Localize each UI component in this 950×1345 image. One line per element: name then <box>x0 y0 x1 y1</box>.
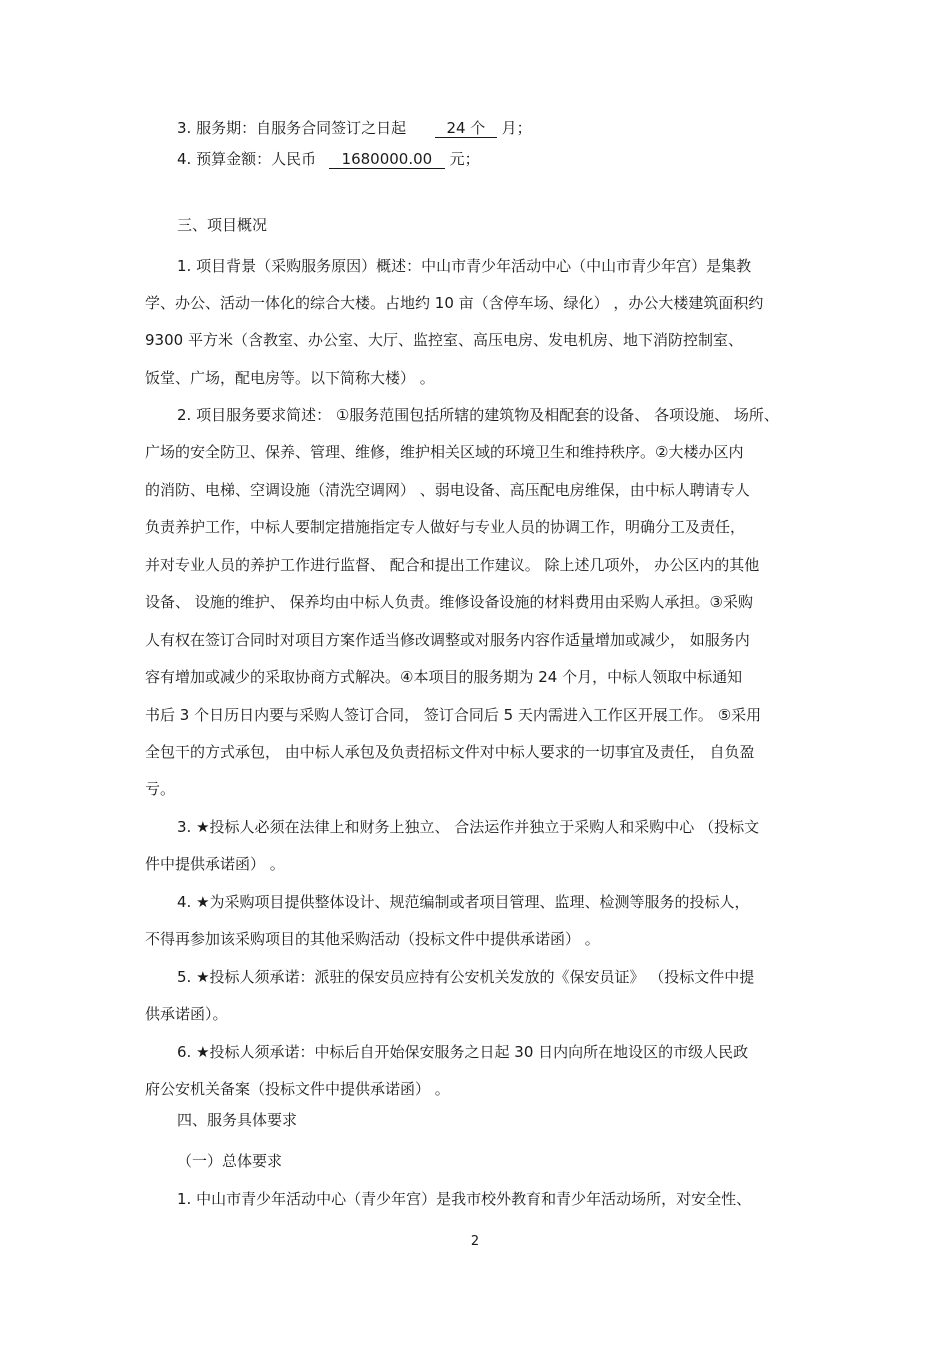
service-period-value: 24 个 <box>435 119 497 138</box>
section4-heading: 四、服务具体要求 <box>177 1111 298 1129</box>
section3-heading: 三、项目概况 <box>177 216 268 234</box>
s3-p6-l2: 府公安机关备案（投标文件中提供承诺函） 。 <box>145 1080 450 1098</box>
budget-value: 1680000.00 <box>329 150 445 169</box>
s3-p4-l1: 4. ★为采购项目提供整体设计、规范编制或者项目管理、监理、检测等服务的投标人， <box>177 893 750 911</box>
s3-p2-l4: 负责养护工作，中标人要制定措施指定专人做好与专业人员的协调工作，明确分工及责任， <box>145 518 746 536</box>
s3-p3-l2: 件中提供承诺函） 。 <box>145 855 285 873</box>
s3-p3-l1: 3. ★投标人必须在法律上和财务上独立、 合法运作并独立于采购人和采购中心 （投标文 <box>177 818 760 836</box>
budget-prefix: 4. 预算金额：人民币 <box>177 150 317 168</box>
s3-p6-l1: 6. ★投标人须承诺：中标后自开始保安服务之日起 30 日内向所在地设区的市级人民政 <box>177 1043 749 1061</box>
s3-p2-l11: 亏。 <box>145 780 176 798</box>
s3-p1-l1: 1. 项目背景（采购服务原因）概述：中山市青少年活动中心（中山市青少年宫）是集教 <box>177 257 752 275</box>
s3-p2-l6: 设备、 设施的维护、 保养均由中标人负责。维修设备设施的材料费用由采购人承担。③采购 <box>145 593 753 611</box>
s4-p1-l1: 1. 中山市青少年活动中心（青少年宫）是我市校外教育和青少年活动场所，对安全性、 <box>177 1190 752 1208</box>
s3-p5-l1: 5. ★投标人须承诺：派驻的保安员应持有公安机关发放的《保安员证》 （投标文件中提 <box>177 968 755 986</box>
service-period-prefix: 3. 服务期：自服务合同签订之日起 <box>177 119 407 137</box>
s3-p2-l7: 人有权在签订合同时对项目方案作适当修改调整或对服务内容作适量增加或减少， 如服务内 <box>145 631 750 649</box>
s3-p2-l3: 的消防、电梯、空调设施（清洗空调网） 、弱电设备、高压配电房维保，由中标人聘请专人 <box>145 481 750 499</box>
s3-p1-l4: 饭堂、广场，配电房等。以下简称大楼） 。 <box>145 369 435 387</box>
section4-subheading: （一）总体要求 <box>177 1152 283 1170</box>
s3-p2-l2: 广场的安全防卫、保养、管理、维修，维护相关区域的环境卫生和维持秩序。②大楼办区内 <box>145 443 744 461</box>
page-number: 2 <box>470 1234 480 1249</box>
service-period-line <box>177 118 532 138</box>
s3-p1-l3: 9300 平方米（含教室、办公室、大厅、监控室、高压电房、发电机房、地下消防控制室、 <box>145 331 743 349</box>
s3-p2-l8: 容有增加或减少的采取协商方式解决。④本项目的服务期为 24 个月，中标人领取中标通知 <box>145 668 743 686</box>
s3-p2-l5: 并对专业人员的养护工作进行监督、 配合和提出工作建议。 除上述几项外， 办公区内的其他 <box>145 556 760 574</box>
s3-p4-l2: 不得再参加该采购项目的其他采购活动（投标文件中提供承诺函） 。 <box>145 930 600 948</box>
s3-p5-l2: 供承诺函）。 <box>145 1005 228 1023</box>
service-period-suffix: 月； <box>501 119 532 137</box>
s3-p2-l10: 全包干的方式承包， 由中标人承包及负责招标文件对中标人要求的一切事宜及责任， 自负盈 <box>145 743 755 761</box>
s3-p2-l1: 2. 项目服务要求简述： ①服务范围包括所辖的建筑物及相配套的设备、 各项设施、 场所、 <box>177 406 779 424</box>
budget-suffix: 元； <box>449 150 480 168</box>
s3-p2-l9: 书后 3 个日历日内要与采购人签订合同， 签订合同后 5 天内需进入工作区开展工作。 ⑤采用 <box>145 706 762 724</box>
s3-p1-l2: 学、办公、活动一体化的综合大楼。占地约 10 亩（含停车场、绿化） ，办公大楼建筑面积约 <box>145 294 764 312</box>
budget-line <box>177 149 480 169</box>
